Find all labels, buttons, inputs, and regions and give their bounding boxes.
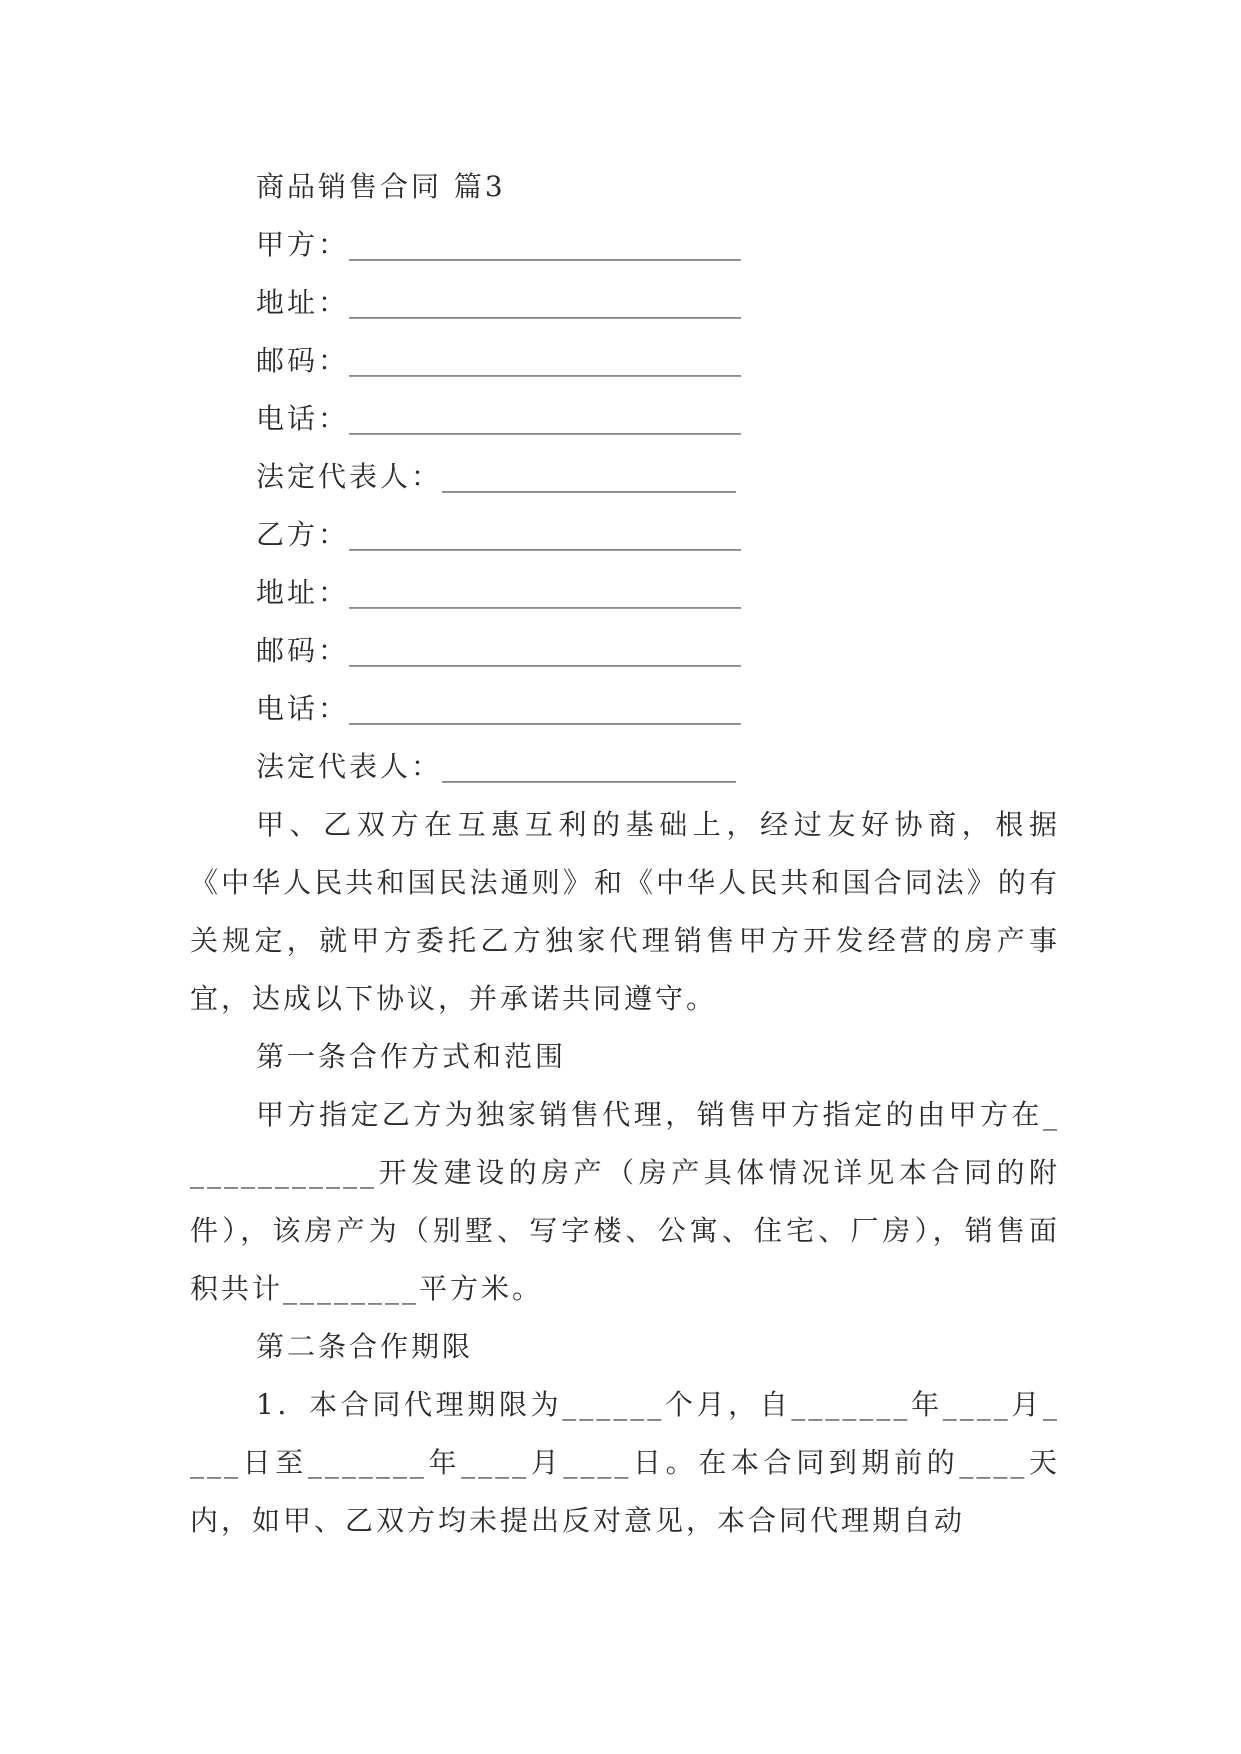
field-label: 法定代表人： xyxy=(256,750,443,783)
party-a-postcode-field xyxy=(190,332,1060,390)
party-b-fields xyxy=(190,506,1060,796)
field-label: 乙方： xyxy=(256,518,350,551)
field-label: 电话： xyxy=(256,692,350,725)
contract-text xyxy=(190,158,1060,1550)
article-1-body: 甲方指定乙方为独家销售代理，销售甲方指定的由甲方在____________开发建设的房产（房产具体情况详见本合同的附件），该房产为（别墅、写字楼、公寓、住宅、厂房），销售面积共计________平方米。 xyxy=(190,1098,1060,1305)
party-b-postcode-field xyxy=(190,622,1060,680)
field-blank: ____________________________ xyxy=(349,286,742,319)
field-blank: ____________________________ xyxy=(349,344,742,377)
party-b-name-field xyxy=(190,506,1060,564)
field-label: 电话： xyxy=(256,402,350,435)
intro-paragraph: 甲、乙双方在互惠互利的基础上，经过友好协商，根据《中华人民共和国民法通则》和《中华人民共和国合同法》的有关规定，就甲方委托乙方独家代理销售甲方开发经营的房产事宜，达成以下协议，并承诺共同遵守。 xyxy=(190,808,1060,1015)
field-blank: ____________________________ xyxy=(349,634,742,667)
field-label: 法定代表人： xyxy=(256,460,443,493)
article-2-title: 第二条合作期限 xyxy=(256,1330,474,1363)
party-a-fields xyxy=(190,216,1060,506)
contract-heading: 商品销售合同 篇3 xyxy=(256,170,506,203)
party-a-phone-field xyxy=(190,390,1060,448)
field-blank: _____________________ xyxy=(442,750,737,783)
field-label: 地址： xyxy=(256,576,350,609)
article-1-title: 第一条合作方式和范围 xyxy=(256,1040,567,1073)
field-blank: _____________________ xyxy=(442,460,737,493)
field-label: 邮码： xyxy=(256,344,350,377)
party-a-representative-field xyxy=(190,448,1060,506)
party-a-name-field xyxy=(190,216,1060,274)
party-b-phone-field xyxy=(190,680,1060,738)
field-blank: ____________________________ xyxy=(349,518,742,551)
field-blank: ____________________________ xyxy=(349,402,742,435)
party-b-address-field xyxy=(190,564,1060,622)
party-a-address-field xyxy=(190,274,1060,332)
field-label: 地址： xyxy=(256,286,350,319)
party-b-representative-field xyxy=(190,738,1060,796)
field-blank: ____________________________ xyxy=(349,576,742,609)
field-label: 甲方： xyxy=(256,228,350,261)
field-label: 邮码： xyxy=(256,634,350,667)
field-blank: ____________________________ xyxy=(349,692,742,725)
field-blank: ____________________________ xyxy=(349,228,742,261)
article-2-clause-1: 1．本合同代理期限为______个月，自_______年____月____日至_______年____月____日。在本合同到期前的____天内，如甲、乙双方均未提出反对意见，本合同代理期自动 xyxy=(190,1388,1060,1537)
